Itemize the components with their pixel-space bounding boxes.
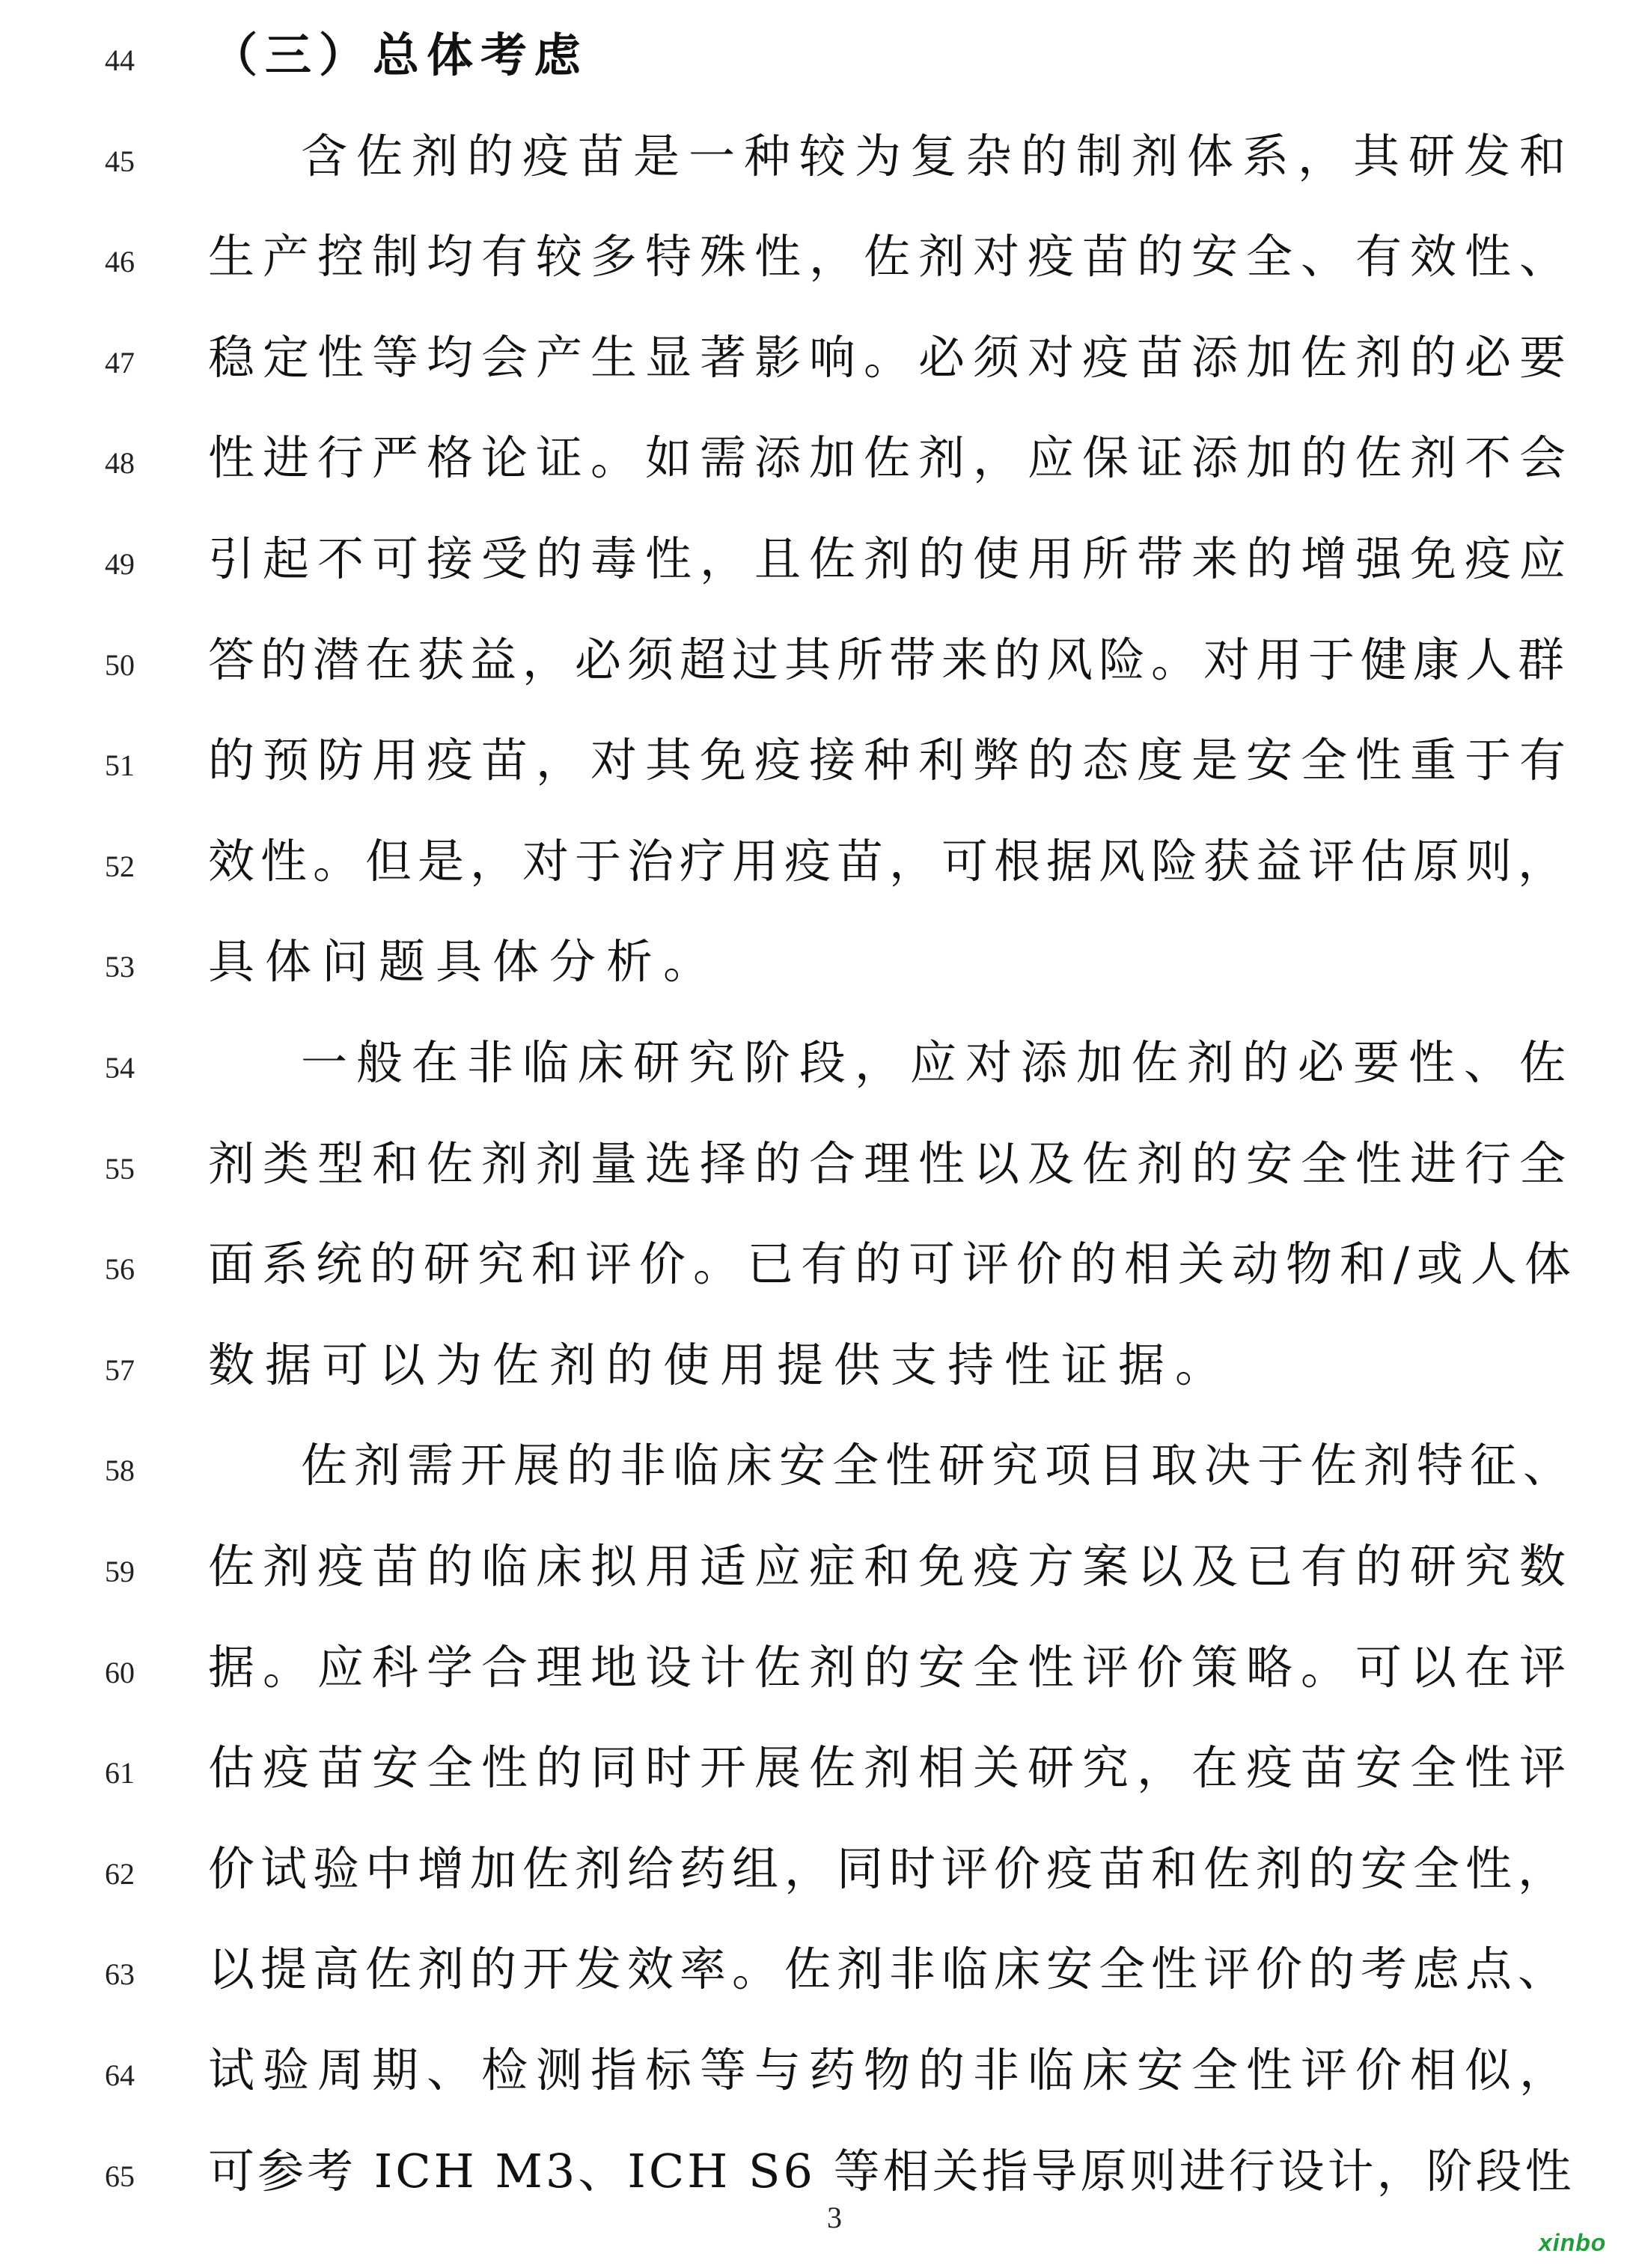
document-line [0,1624,1630,1720]
line-number: 45 [105,144,135,178]
section-heading: （三）总体考虑 [211,28,589,82]
line-number: 44 [105,43,135,77]
line-text: 稳定性等均会产生显著影响。必须对疫苗添加佐剂的必要 [208,329,1575,385]
document-line [0,516,1630,612]
document-line [0,113,1630,209]
document-line [0,1523,1630,1619]
line-text: 剂类型和佐剂剂量选择的合理性以及佐剂的安全性进行全 [208,1135,1575,1191]
line-number: 48 [105,446,135,481]
document-line [0,1221,1630,1317]
line-text: 估疫苗安全性的同时开展佐剂相关研究，在疫苗安全性评 [208,1740,1575,1796]
line-number: 56 [105,1252,135,1287]
document-line [0,2027,1630,2123]
document-line [0,1725,1630,1820]
document-line [0,1322,1630,1418]
line-text: 可参考 ICH M3、ICH S6 等相关指导原则进行设计，阶段性 [208,2143,1575,2198]
line-text: 以提高佐剂的开发效率。佐剂非临床安全性评价的考虑点、 [208,1942,1571,1997]
line-text: 试验周期、检测指标等与药物的非临床安全性评价相似， [208,2043,1575,2097]
line-text: 价试验中增加佐剂给药组，同时评价疫苗和佐剂的安全性， [208,1841,1571,1896]
line-text: 一般在非临床研究阶段，应对添加佐剂的必要性、佐 [301,1035,1575,1090]
line-text: 生产控制均有较多特殊性，佐剂对疫苗的安全、有效性、 [208,229,1575,284]
line-text: 的预防用疫苗，对其免疫接种利弊的态度是安全性重于有 [208,733,1575,788]
line-text: 性进行严格论证。如需添加佐剂，应保证添加的佐剂不会 [208,430,1575,486]
line-text: 具体问题具体分析。 [208,934,721,990]
line-number: 57 [105,1353,135,1387]
line-text: 效性。但是，对于治疗用疫苗，可根据风险获益评估原则， [208,833,1571,888]
line-number: 59 [105,1555,135,1588]
line-number: 58 [105,1454,135,1488]
line-number: 46 [105,245,135,279]
line-text: 佐剂需开展的非临床安全性研究项目取决于佐剂特征、 [301,1438,1577,1493]
line-text: 含佐剂的疫苗是一种较为复杂的制剂体系，其研发和 [301,128,1575,183]
document-line [0,12,1630,108]
watermark-logo-text: xinbo [1539,2229,1607,2256]
watermark-logo [1539,2225,1618,2259]
line-number: 65 [105,2159,135,2193]
document-line [0,2128,1630,2224]
line-text: 据。应科学合理地设计佐剂的安全性评价策略。可以在评 [208,1639,1575,1695]
line-number: 51 [105,749,135,783]
document-line [0,1121,1630,1216]
line-number: 62 [105,1856,135,1891]
document-line [0,415,1630,510]
line-number: 52 [105,849,135,883]
document-line [0,213,1630,309]
document-line [0,918,1630,1014]
line-number: 63 [105,1957,135,1992]
line-number: 54 [105,1051,135,1085]
line-text: 面系统的研究和评价。已有的可评价的相关动物和/或人体 [208,1237,1578,1292]
line-number: 60 [105,1655,135,1689]
line-text: 引起不可接受的毒性，且佐剂的使用所带来的增强免疫应 [208,531,1575,586]
page-number: 3 [827,2201,842,2234]
line-number: 55 [105,1151,135,1186]
line-number: 47 [105,345,135,379]
line-number: 61 [105,1756,135,1790]
line-number: 64 [105,2058,135,2092]
document-line [0,1826,1630,1921]
document-line [0,617,1630,713]
document-line [0,717,1630,813]
line-text: 佐剂疫苗的临床拟用适应症和免疫方案以及已有的研究数 [208,1539,1575,1594]
line-number: 49 [105,547,135,581]
line-number: 53 [105,950,135,984]
document-line [0,1019,1630,1115]
document-line [0,314,1630,410]
document-line [0,1926,1630,2022]
line-text: 数据可以为佐剂的使用提供支持性证据。 [208,1337,1233,1392]
line-number: 50 [105,647,135,682]
line-text: 答的潜在获益，必须超过其所带来的风险。对用于健康人群 [208,632,1571,687]
document-line [0,1422,1630,1518]
document-line [0,818,1630,914]
